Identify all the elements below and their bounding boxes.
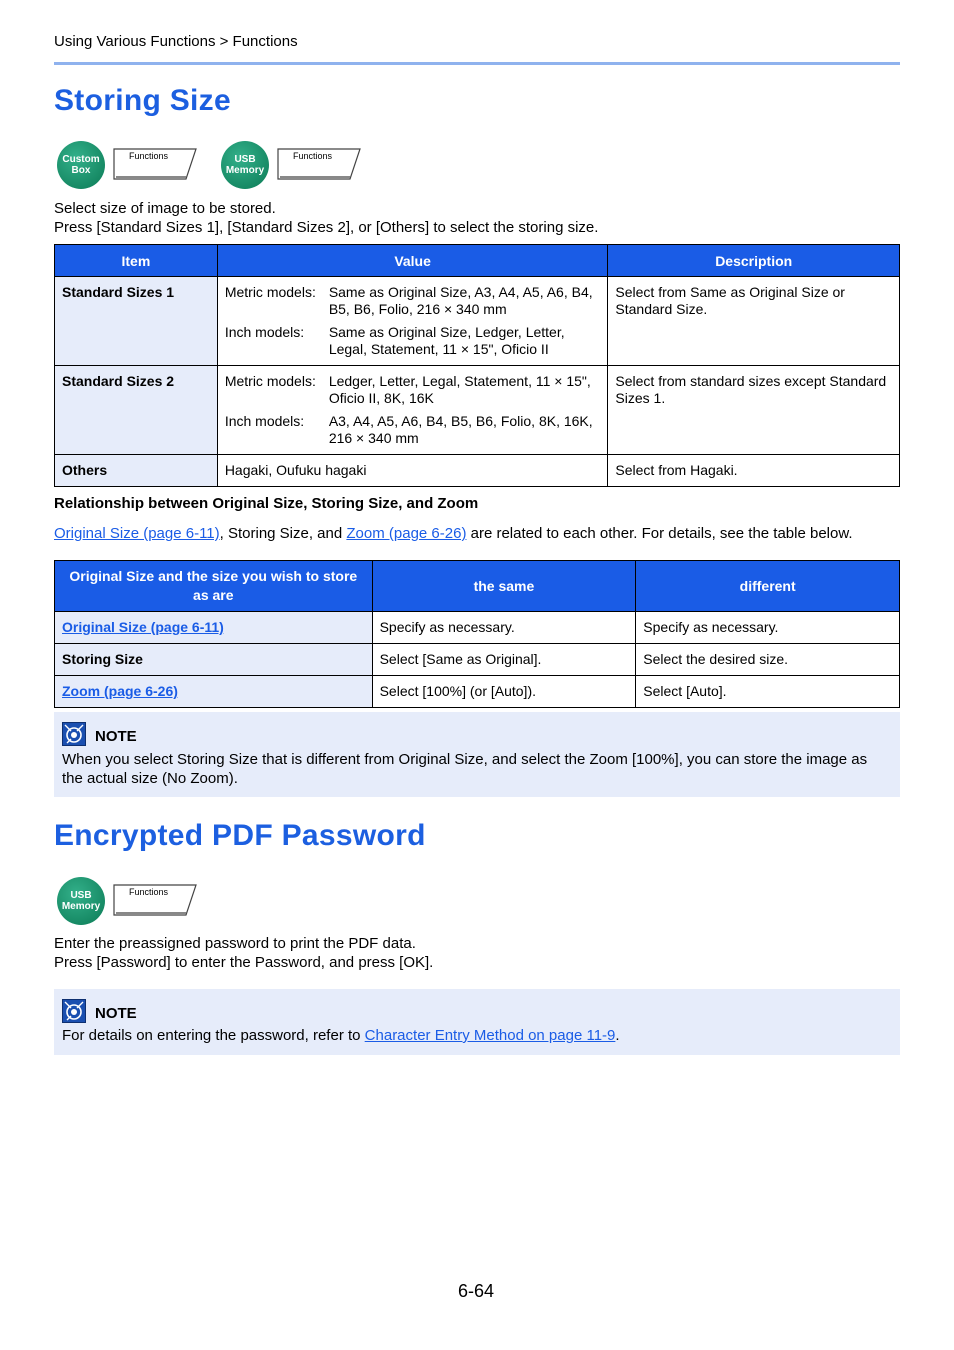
header-rule <box>54 62 900 65</box>
original-size-link[interactable]: Original Size (page 6-11) <box>62 619 224 635</box>
paragraph-text: , Storing Size, and <box>219 525 347 542</box>
custom-box-badge-icon: Custom Box <box>57 141 105 189</box>
same-cell: Specify as necessary. <box>372 612 636 644</box>
different-cell: Select the desired size. <box>636 644 900 676</box>
value-text: A3, A4, A5, A6, B4, B5, B6, Folio, 8K, 16K, 216 × 340 mm <box>328 413 593 446</box>
description-cell: Select from Same as Original Size or Standard Size. <box>608 277 900 366</box>
different-cell: Specify as necessary. <box>636 612 900 644</box>
intro-line: Press [Password] to enter the Password, and press [OK]. <box>54 954 434 971</box>
table-row <box>55 676 900 708</box>
note-icon <box>62 722 86 751</box>
value-cell <box>217 366 608 455</box>
functions-tag-icon: Functions <box>113 884 197 916</box>
item-cell <box>55 612 373 644</box>
value-cell: Hagaki, Oufuku hagaki <box>217 455 608 487</box>
value-label: Metric models: <box>224 373 316 389</box>
item-cell: Others <box>55 455 218 487</box>
note-label: NOTE <box>95 728 137 745</box>
item-cell: Storing Size <box>55 644 373 676</box>
breadcrumb: Using Various Functions > Functions <box>54 33 298 50</box>
table-row <box>55 612 900 644</box>
column-header: Original Size and the size you wish to store as are <box>55 561 373 612</box>
value-text: Ledger, Letter, Legal, Statement, 11 × 15", Oficio II, 8K, 16K <box>328 373 591 406</box>
value-text: Same as Original Size, Ledger, Letter, Legal, Statement, 11 × 15", Oficio II <box>328 324 565 357</box>
page-number: 6-64 <box>458 1281 495 1301</box>
table-row <box>55 366 900 455</box>
relationship-paragraph <box>54 524 853 543</box>
zoom-link[interactable]: Zoom (page 6-26) <box>346 525 467 542</box>
paragraph-text: are related to each other. For details, see the table below. <box>466 525 853 542</box>
note-text: When you select Storing Size that is different from Original Size, and select the Zoom [100%], you can store the image as the actual size (No Zoom). <box>62 751 868 787</box>
zoom-link[interactable]: Zoom (page 6-26) <box>62 683 178 699</box>
intro-line: Press [Standard Sizes 1], [Standard Sizes 2], or [Others] to select the storing size. <box>54 219 599 236</box>
item-cell <box>55 676 373 708</box>
note-icon <box>62 999 86 1028</box>
description-cell: Select from standard sizes except Standard Sizes 1. <box>608 366 900 455</box>
intro-line: Enter the preassigned password to print the PDF data. <box>54 935 416 952</box>
usb-memory-badge-icon: USB Memory <box>57 877 105 925</box>
section-title-storing-size: Storing Size <box>54 84 231 117</box>
same-cell: Select [100%] (or [Auto]). <box>372 676 636 708</box>
note-box <box>54 712 900 797</box>
different-cell: Select [Auto]. <box>636 676 900 708</box>
value-label: Inch models: <box>224 324 305 340</box>
note-text-part: . <box>615 1027 620 1044</box>
intro-paragraph <box>54 934 433 972</box>
item-cell: Standard Sizes 2 <box>55 366 218 455</box>
table-row <box>55 455 900 487</box>
column-header: the same <box>372 561 636 612</box>
column-header: Value <box>217 245 608 277</box>
relationship-heading: Relationship between Original Size, Storing Size, and Zoom <box>54 495 479 512</box>
value-label: Inch models: <box>224 413 305 429</box>
usb-memory-badge-icon: USB Memory <box>221 141 269 189</box>
table-row <box>55 277 900 366</box>
note-label: NOTE <box>95 1005 137 1022</box>
column-header: Description <box>608 245 900 277</box>
column-header: Item <box>55 245 218 277</box>
functions-tag-icon: Functions <box>113 148 197 180</box>
section-title-encrypted-pdf-password: Encrypted PDF Password <box>54 819 426 852</box>
note-text <box>62 1026 890 1045</box>
same-cell: Select [Same as Original]. <box>372 644 636 676</box>
storing-size-table <box>54 244 900 487</box>
value-text: Same as Original Size, A3, A4, A5, A6, B4, B5, B6, Folio, 216 × 340 mm <box>328 284 593 317</box>
item-cell: Standard Sizes 1 <box>55 277 218 366</box>
note-box <box>54 989 900 1055</box>
description-cell: Select from Hagaki. <box>608 455 900 487</box>
intro-paragraph <box>54 199 598 237</box>
original-size-link[interactable]: Original Size (page 6-11) <box>54 525 220 542</box>
relationship-table <box>54 560 900 708</box>
functions-tag-icon: Functions <box>277 148 361 180</box>
table-row <box>55 644 900 676</box>
value-label: Metric models: <box>224 284 316 300</box>
character-entry-link[interactable]: Character Entry Method on page 11-9 <box>364 1027 616 1044</box>
intro-line: Select size of image to be stored. <box>54 200 276 217</box>
note-text-part: For details on entering the password, refer to <box>62 1027 365 1044</box>
value-cell <box>217 277 608 366</box>
column-header: different <box>636 561 900 612</box>
